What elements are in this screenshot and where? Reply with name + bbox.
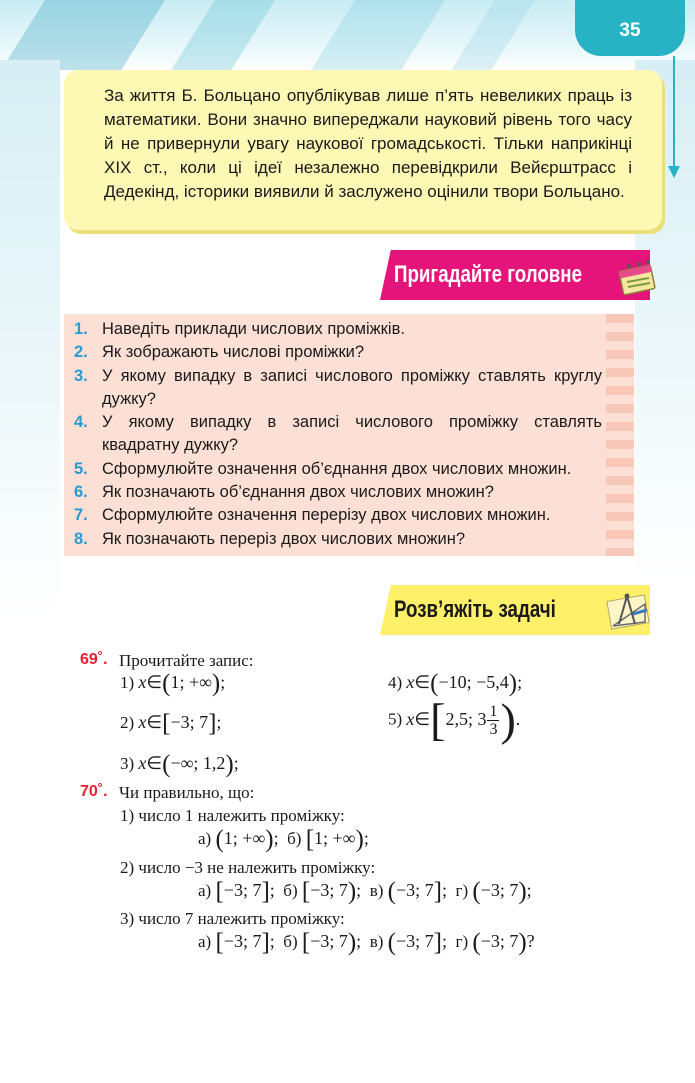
ex70-q1-options: а) (1; +∞); б) [1; +∞); bbox=[198, 826, 369, 853]
history-note-text: За життя Б. Больцано опублікував лише п’ять невеликих праць із математики. Вони значно випереджали науковий рівень того часу й не привернули увагу наукової громадськості. Тільки наприкінці XIX ст., коли ці ідеї незалежно перевідкрили Вейєрштрасс і Дедекінд, історики виявили й заслужено оцінили твори Больцано. bbox=[104, 86, 632, 201]
exercise-69-number: 69˚. bbox=[80, 651, 108, 668]
question-item: 5. Сформулюйте означення об’єднання двох числових множин. bbox=[74, 459, 572, 478]
question-item: 7. Сформулюйте означення перерізу двох числових множин. bbox=[74, 506, 551, 525]
compass-ruler-icon bbox=[605, 592, 651, 632]
left-margin-shade bbox=[0, 60, 60, 620]
header-band bbox=[286, 0, 463, 70]
solve-section-title: Розв’яжіть задачі bbox=[394, 596, 556, 623]
ex69-item-4: 4) x∈(−10; −5,4); bbox=[388, 670, 523, 697]
recall-section-title: Пригадайте головне bbox=[394, 261, 583, 288]
question-item: 6. Як позначають об’єднання двох числових множин? bbox=[74, 483, 494, 502]
fraction: $\frac{1}{3}$ bbox=[489, 703, 498, 738]
calendar-icon bbox=[615, 258, 661, 298]
page-number: 35 bbox=[575, 0, 685, 56]
header-band bbox=[426, 0, 553, 70]
question-item: 2. Як зображають числові проміжки? bbox=[74, 343, 365, 362]
ex69-item-2: 2) x∈[−3; 7]; bbox=[120, 710, 222, 737]
page-tab-line bbox=[673, 56, 675, 166]
ex69-item-5: 5) x∈[2,5; 3 $\frac{1}{3}$ ). bbox=[388, 693, 521, 745]
exercise-70-number: 70˚. bbox=[80, 783, 108, 800]
ex70-q1-text: 1) число 1 належить проміжку: bbox=[120, 806, 345, 825]
ex70-q3-text: 3) число 7 належить проміжку: bbox=[120, 909, 345, 928]
exercise-70-prompt: Чи правильно, що: bbox=[119, 783, 255, 802]
question-item: 8. Як позначають переріз двох числових множин? bbox=[74, 529, 466, 548]
ex69-item-3: 3) x∈(−∞; 1,2); bbox=[120, 751, 239, 778]
question-item: 1. Наведіть приклади числових проміжків. bbox=[74, 320, 405, 338]
ex69-item-1: 1) x∈(1; +∞); bbox=[120, 670, 226, 697]
question-item: 4. У якому випадку в записі числового проміжку ставлять квадратну дужку? bbox=[74, 413, 602, 455]
exercise-69-prompt: Прочитайте запис: bbox=[119, 651, 254, 670]
ex70-q2-options: а) [−3; 7]; б) [−3; 7); в) (−3; 7]; г) (−3; 7); bbox=[198, 878, 532, 905]
header-band bbox=[146, 0, 293, 70]
down-arrow-icon bbox=[668, 166, 680, 178]
questions-stripe-border bbox=[606, 314, 634, 556]
review-questions-list bbox=[74, 318, 602, 551]
ex70-q2-text: 2) число −3 не належить проміжку: bbox=[120, 858, 376, 877]
question-item: 3. У якому випадку в записі числового проміжку ставлять круглу дужку? bbox=[74, 366, 602, 408]
ex70-q3-options: а) [−3; 7]; б) [−3; 7); в) (−3; 7]; г) (−3; 7)? bbox=[198, 929, 535, 956]
